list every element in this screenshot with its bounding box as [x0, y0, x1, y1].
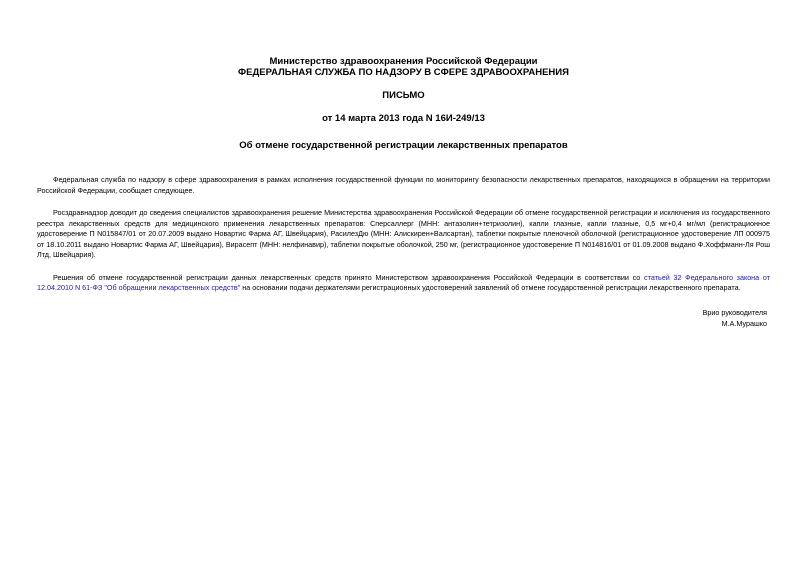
- letter-type: ПИСЬМО: [382, 90, 425, 101]
- paragraph-2: Росздравнадзор доводит до сведения специалистов здравоохранения решение Министерства здравоохранения Российской Федерации об отмене государственной регистрации и исключения из государственного реестра лекарственных средств для медицинского применения лекарственных препаратов: Сперсаллерг (МНН: антазолин+тетризолин), капли глазные, капли глазные, 0,5 мг+0,4 мг/мл (регистрационное удостоверение П N015847/01 от 20.07.2009 выдано Новартис Фарма АГ, Швейцария), РасилезДю (МНН: Алискирен+Валсартан), таблетки покрытые пленочной оболочкой (регистрационное удостоверение ЛП 000975 от 18.10.2011 выдано Новартис Фарма АГ, Швейцария), Вирасепт (МНН: нелфинавир), таблетки покрытые оболочкой, 250 мг, (регистрационное удостоверение П N014816/01 от 01.09.2008 выдано Ф.Хоффманн-Ля Рош Лтд, Швейцария).: [37, 208, 770, 259]
- paragraph-3: [37, 273, 770, 294]
- law-article-link[interactable]: статьей 32 Федерального закона от 12.04.2010 N 61-ФЗ "Об обращении лекарственных средств": [37, 272, 770, 292]
- letter-title: Об отмене государственной регистрации лекарственных препаратов: [239, 140, 568, 151]
- document-header: [37, 56, 770, 78]
- letter-date-number: от 14 марта 2013 года N 16И-249/13: [322, 113, 485, 124]
- signatory-name: М.А.Мурашко: [721, 318, 767, 328]
- signatory-position: Врио руководителя: [702, 308, 767, 317]
- letter-body: [37, 175, 770, 294]
- paragraph-3-text-start: Решения об отмене государственной регистрации данных лекарственных средств принято Министерством здравоохранения Российской Федерации в соответствии со: [53, 272, 645, 282]
- service-name: ФЕДЕРАЛЬНАЯ СЛУЖБА ПО НАДЗОРУ В СФЕРЕ ЗДРАВООХРАНЕНИЯ: [238, 67, 569, 78]
- signature-block: [703, 308, 767, 329]
- paragraph-3-text-end: на основании подачи держателями регистрационных удостоверений заявлений об отмене государственной регистрации лекарственного препарата.: [240, 283, 741, 292]
- ministry-name: Министерство здравоохранения Российской Федерации: [269, 56, 538, 67]
- paragraph-1: Федеральная служба по надзору в сфере здравоохранения в рамках исполнения государственной функции по мониторингу безопасности лекарственных препаратов, находящихся в обращении на территории Российской Федерации, сообщает следующее.: [37, 175, 770, 195]
